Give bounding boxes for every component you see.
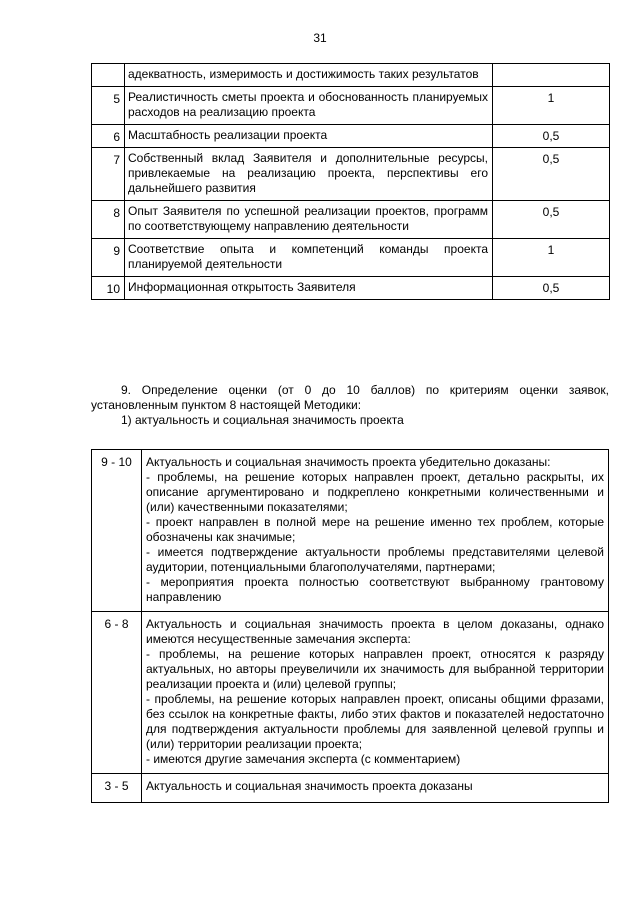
row-number: 9 — [92, 239, 125, 277]
row-number: 6 — [92, 125, 125, 148]
criterion-weight: 0,5 — [493, 125, 610, 148]
score-range: 3 - 5 — [92, 774, 142, 803]
description-line: Актуальность и социальная значимость проекта убедительно доказаны: — [146, 455, 551, 469]
description-line: - имеется подтверждение актуальности проблемы представителями целевой аудитории, потенциальными благополучателями, партнерами; — [146, 545, 604, 574]
page-number: 31 — [313, 31, 327, 45]
score-table — [91, 449, 609, 803]
criterion-weight — [493, 64, 610, 87]
description-line: Актуальность и социальная значимость проекта в целом доказаны, однако имеются несущественные замечания эксперта: — [146, 617, 604, 646]
criterion-weight: 1 — [493, 87, 610, 125]
row-number — [92, 64, 125, 87]
row-number: 10 — [92, 277, 125, 300]
score-range: 9 - 10 — [92, 450, 142, 612]
description-line: - проблемы, на решение которых направлен проект, описаны общими фразами, без ссылок на конкретные факты, либо этих фактов и показателей недостаточно для подтверждения актуальности проблемы для заявленной целевой группы и (или) территории реализации проекта; — [146, 692, 604, 751]
row-number: 8 — [92, 201, 125, 239]
description-line: - проблемы, на решение которых направлен проект, относятся к разряду актуальных, но авторы преувеличили их значимость для выбранной территории реализации проекта и (или) целевой группы; — [146, 647, 604, 691]
description-line: Актуальность и социальная значимость проекта доказаны — [146, 779, 473, 793]
row-number: 7 — [92, 148, 125, 201]
criteria-table — [91, 63, 610, 300]
criterion-weight: 0,5 — [493, 148, 610, 201]
criterion-text: Опыт Заявителя по успешной реализации проектов, программ по соответствующему направлению деятельности — [125, 201, 493, 239]
criterion-text: Реалистичность сметы проекта и обоснованность планируемых расходов на реализацию проекта — [125, 87, 493, 125]
table-row — [92, 450, 609, 612]
criterion-weight: 0,5 — [493, 201, 610, 239]
description-line: - имеются другие замечания эксперта (с комментарием) — [146, 752, 461, 766]
table-row — [92, 125, 610, 148]
table-row — [92, 201, 610, 239]
description-line: - проблемы, на решение которых направлен проект, детально раскрыты, их описание аргументировано и подкреплено конкретными количественными и (или) качественными показателями; — [146, 470, 604, 514]
row-number: 5 — [92, 87, 125, 125]
table-row — [92, 239, 610, 277]
criterion-text: Соответствие опыта и компетенций команды проекта планируемой деятельности — [125, 239, 493, 277]
table-row — [92, 148, 610, 201]
description-line: - проект направлен в полной мере на решение именно тех проблем, которые обозначены как значимые; — [146, 515, 604, 544]
criterion-text: Собственный вклад Заявителя и дополнительные ресурсы, привлекаемые на реализацию проекта, перспективы его дальнейшего развития — [125, 148, 493, 201]
table-row — [92, 774, 609, 803]
table-row — [92, 64, 610, 87]
description-line: - мероприятия проекта полностью соответствуют выбранному грантовому направлению — [146, 575, 604, 604]
subparagraph-1: 1) актуальность и социальная значимость проекта — [121, 413, 404, 427]
table-row — [92, 612, 609, 774]
score-description — [142, 612, 609, 774]
table-row — [92, 277, 610, 300]
criterion-text: адекватность, измеримость и достижимость таких результатов — [125, 64, 493, 87]
criterion-text: Масштабность реализации проекта — [125, 125, 493, 148]
score-description — [142, 450, 609, 612]
criterion-weight: 0,5 — [493, 277, 610, 300]
criterion-weight: 1 — [493, 239, 610, 277]
score-description — [142, 774, 609, 803]
score-range: 6 - 8 — [92, 612, 142, 774]
criterion-text: Информационная открытость Заявителя — [125, 277, 493, 300]
paragraph-9: 9. Определение оценки (от 0 до 10 баллов) по критериям оценки заявок, установленным пунктом 8 настоящей Методики: — [91, 383, 609, 412]
table-row — [92, 87, 610, 125]
